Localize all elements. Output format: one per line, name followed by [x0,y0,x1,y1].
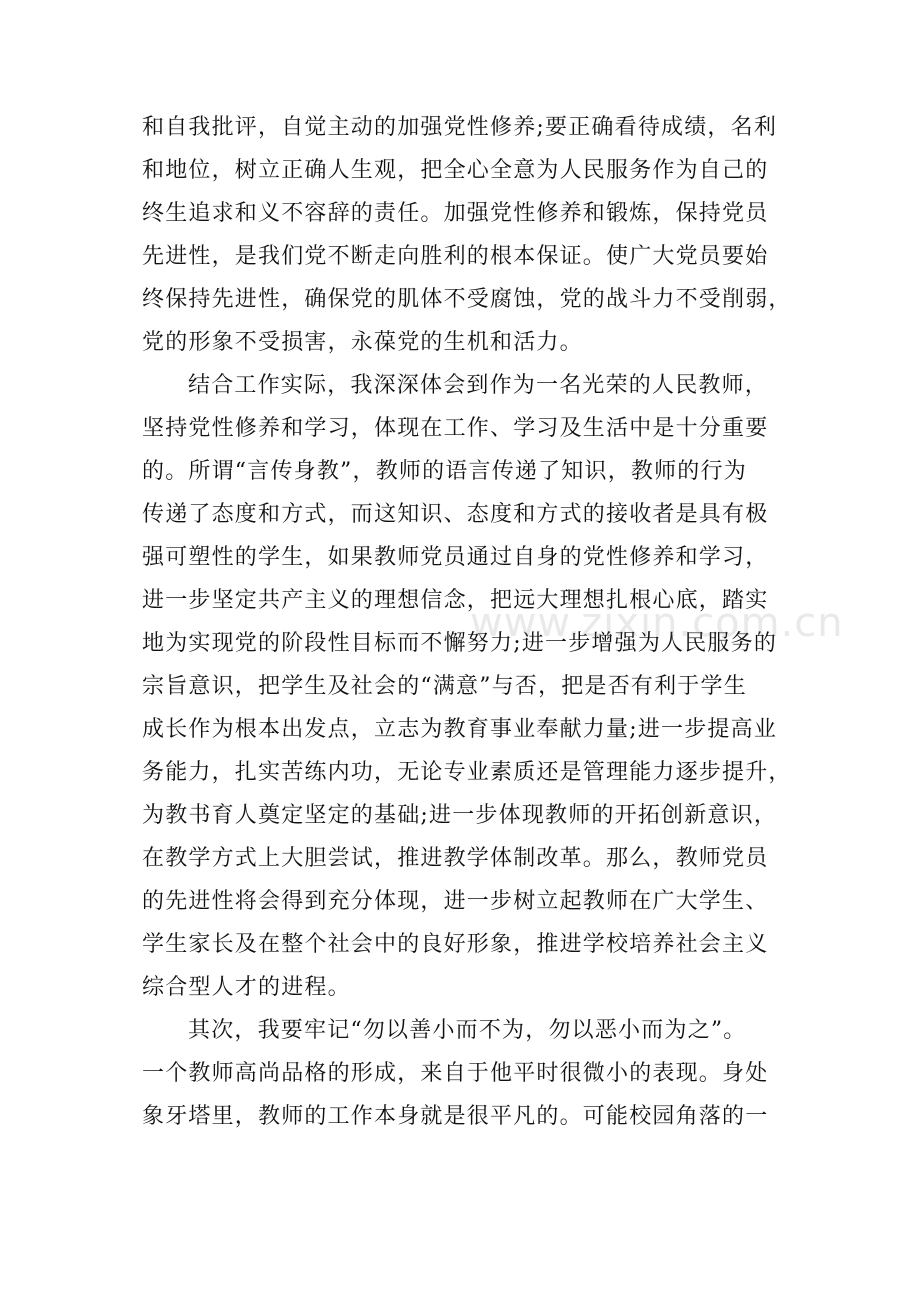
text-line: 的。所谓“言传身教”，教师的语言传递了知识，教师的行为 [142,459,747,484]
text-line: 为教书育人奠定坚定的基础;进一步体现教师的开拓创新意识， [142,803,778,828]
text-line: 终生追求和义不容辞的责任。加强党性修养和锻炼，保持党员 [142,201,769,226]
text-line: 一个教师高尚品格的形成，来自于他平时很微小的表现。身处 [142,1061,769,1086]
text-line: 强可塑性的学生，如果教师党员通过自身的党性修养和学习， [142,545,769,570]
paragraph-start-line: 结合工作实际，我深深体会到作为一名光荣的人民教师， [188,373,769,398]
text-line: 党的形象不受损害，永葆党的生机和活力。 [142,330,583,355]
text-line: 务能力，扎实苦练内功，无论专业素质还是管理能力逐步提升， [142,760,792,785]
text-line: 地为实现党的阶段性目标而不懈努力;进一步增强为人民服务的 [142,631,778,656]
text-line: 先进性，是我们党不断走向胜利的根本保证。使广大党员要始 [142,244,769,269]
text-line: 综合型人才的进程。 [142,975,351,1000]
body-text [142,106,802,1138]
text-line: 学生家长及在整个社会中的良好形象，推进学校培养社会主义 [142,932,769,957]
text-line: 终保持先进性，确保党的肌体不受腐蚀，党的战斗力不受削弱， [142,287,792,312]
text-line: 象牙塔里，教师的工作本身就是很平凡的。可能校园角落的一 [142,1104,769,1129]
text-line: 成长作为根本出发点，立志为教育事业奉献力量;进一步提高业 [142,717,778,742]
text-line: 传递了态度和方式，而这知识、态度和方式的接收者是具有极 [142,502,769,527]
text-line: 和地位，树立正确人生观，把全心全意为人民服务作为自己的 [142,158,769,183]
text-line: 宗旨意识，把学生及社会的“满意”与否，把是否有利于学生 [142,674,747,699]
paragraph-start-line: 其次，我要牢记“勿以善小而不为，勿以恶小而为之”。 [188,1018,747,1043]
text-line: 的先进性将会得到充分体现，进一步树立起教师在广大学生、 [142,889,769,914]
text-line: 进一步坚定共产主义的理想信念，把远大理想扎根心底，踏实 [142,588,769,613]
text-line: 坚持党性修养和学习，体现在工作、学习及生活中是十分重要 [142,416,769,441]
watermark-text: www.zixin.com.cn [470,600,844,646]
text-line: 和自我批评，自觉主动的加强党性修养;要正确看待成绩，名利 [142,115,778,140]
text-line: 在教学方式上大胆尝试，推进教学体制改革。那么，教师党员 [142,846,769,871]
